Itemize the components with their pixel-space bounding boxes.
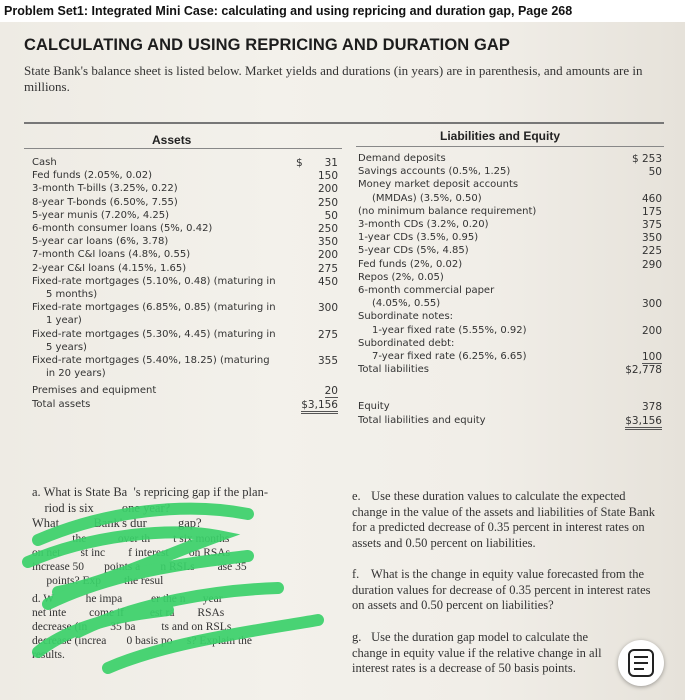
asset-item-label: Fixed-rate mortgages (5.40%, 18.25) (maturing	[32, 355, 270, 366]
asset-item-amount: 250	[317, 223, 338, 235]
liability-item-label: Fed funds (2%, 0.02)	[358, 258, 463, 270]
liability-item-label: Total liabilities	[358, 364, 429, 376]
question-g	[352, 630, 614, 677]
liability-item-label: Money market deposit accounts	[358, 179, 519, 191]
asset-item-amount: 450	[317, 276, 338, 288]
liability-item-label: Equity	[358, 401, 390, 413]
question-c: the over th t six months on net st inc f interest on RSAs increase 50 points a n RSLs ase 35 points? Exp the resul	[32, 533, 247, 587]
asset-item-label: Fixed-rate mortgages (5.30%, 4.45) (maturing in	[32, 328, 276, 340]
table-top-rule	[24, 122, 664, 124]
liability-item-label: Repos (2%, 0.05)	[358, 271, 444, 283]
asset-item-label: 5-year munis (7.20%, 4.25)	[32, 209, 170, 221]
problem-header: Problem Set1: Integrated Mini Case: calculating and using repricing and duration gap, Page 268	[4, 4, 573, 18]
assets-header: Assets	[152, 133, 192, 147]
asset-item-label: 6-month consumer loans (5%, 0.42)	[32, 223, 213, 234]
reader-mode-button[interactable]	[618, 640, 664, 686]
liability-item-amount: 175	[641, 205, 662, 218]
asset-item-label: Fed funds (2.05%, 0.02)	[32, 170, 153, 182]
liabilities-header-rule	[356, 146, 664, 147]
asset-item-label: 5 years)	[46, 341, 87, 353]
asset-item-amount: 355	[317, 355, 338, 368]
asset-item-label: 7-month C&I loans (4.8%, 0.55)	[32, 249, 191, 261]
scribble-stroke	[38, 610, 168, 652]
liability-item-amount: 375	[641, 219, 662, 231]
liability-item-label: Subordinated debt:	[358, 337, 455, 349]
question-d: d. W he impa er the n year net inte come if est ra RSAs decrease (in 35 ba ts and on RSLs decrease (increa 0 basis po s? Explain the results.	[32, 593, 253, 661]
asset-item-label: Cash	[32, 157, 57, 168]
liability-item-label: Total liabilities and equity	[358, 414, 486, 426]
asset-item-label: 5-year car loans (6%, 3.78)	[32, 236, 169, 248]
question-f-label: f.	[352, 567, 360, 581]
liability-item-label: 6-month commercial paper	[358, 285, 495, 296]
question-g-text: Use the duration gap model to calculate the change in equity value if the relative change in all interest rates is a decrease of 50 basis points.	[352, 630, 602, 675]
asset-item-label: 5 months)	[46, 289, 98, 300]
header-bar	[0, 0, 685, 22]
question-f	[352, 567, 662, 614]
question-b: What Bank's dur gap?	[32, 516, 202, 530]
liability-item-amount: 50	[648, 166, 662, 179]
asset-currency-symbol: $	[296, 157, 303, 169]
asset-item-amount: 150	[317, 170, 338, 183]
liability-item-label: 3-month CDs (3.2%, 0.20)	[358, 219, 489, 230]
liability-item-amount: 350	[641, 232, 662, 245]
asset-item-amount: 275	[317, 262, 338, 275]
liability-item-amount: $2,778	[625, 364, 662, 377]
liability-item-amount: 300	[641, 298, 662, 311]
assets-header-rule	[24, 148, 342, 149]
asset-item-amount: 200	[317, 249, 338, 262]
liability-item-amount: 100	[641, 351, 662, 363]
asset-item-label: 3-month T-bills (3.25%, 0.22)	[32, 183, 178, 195]
green-highlight-scribble	[18, 492, 358, 692]
scribble-stroke	[108, 620, 318, 668]
liability-item-amount: 460	[641, 192, 662, 205]
question-g-label: g.	[352, 630, 362, 644]
asset-item-label: Fixed-rate mortgages (5.10%, 0.48) (maturing in	[32, 275, 276, 287]
asset-item-label: 2-year C&I loans (4.15%, 1.65)	[32, 262, 187, 274]
liability-item-amount: 290	[641, 258, 662, 271]
liability-item-label: 5-year CDs (5%, 4.85)	[358, 245, 469, 257]
section-title: CALCULATING AND USING REPRICING AND DURATION GAP	[24, 36, 511, 54]
asset-item-amount: 200	[317, 183, 338, 196]
liability-item-amount: 200	[641, 324, 662, 337]
asset-item-label: Premises and equipment	[32, 385, 157, 397]
asset-item-amount: 50	[324, 209, 338, 222]
asset-item-label: Fixed-rate mortgages (6.85%, 0.85) (maturing in	[32, 302, 276, 314]
liability-item-amount: 378	[641, 401, 662, 414]
asset-item-label: 8-year T-bonds (6.50%, 7.55)	[32, 196, 178, 208]
reader-mode-icon	[618, 640, 664, 686]
liability-item-amount: $ 253	[631, 153, 662, 165]
asset-item-label: Total assets	[32, 398, 91, 410]
asset-item-amount: 350	[317, 236, 338, 249]
asset-item-label: in 20 years)	[46, 368, 106, 380]
liability-item-label: (4.05%, 0.55)	[372, 298, 441, 310]
section-intro: State Bank's balance sheet is listed below. Market yields and durations (in years) are in parenthesis, and amounts are in millions.	[24, 63, 643, 94]
liability-item-label: 1-year CDs (3.5%, 0.95)	[358, 232, 479, 244]
liability-item-label: 1-year fixed rate (5.55%, 0.92)	[372, 324, 527, 336]
liability-item-label: Demand deposits	[358, 153, 446, 164]
asset-item-label: 1 year)	[46, 315, 82, 327]
liability-item-amount: $3,156	[625, 415, 662, 430]
liability-item-label: Savings accounts (0.5%, 1.25)	[358, 166, 511, 178]
asset-item-amount: 300	[317, 302, 338, 315]
asset-item-amount: 20	[324, 385, 338, 398]
liability-item-label: 7-year fixed rate (6.25%, 6.65)	[372, 351, 527, 362]
question-e-label: e.	[352, 489, 361, 503]
asset-item-amount: 275	[317, 328, 338, 341]
asset-item-amount: 31	[324, 157, 338, 169]
asset-item-amount: $3,156	[301, 399, 338, 414]
liability-item-label: (no minimum balance requirement)	[358, 205, 537, 217]
liabilities-header: Liabilities and Equity	[440, 129, 561, 143]
liability-item-label: Subordinate notes:	[358, 311, 454, 323]
question-e-text: Use these duration values to calculate the expected change in the value of the assets and liabilities of State Bank for a predicted decrease of 0.35 percent in interest rates on assets and 0.50 percent on liabilities.	[352, 489, 656, 550]
liability-item-label: (MMDAs) (3.5%, 0.50)	[372, 192, 482, 204]
asset-item-amount: 250	[317, 196, 338, 209]
question-e	[352, 489, 662, 551]
question-a: a. What is State Ba 's repricing gap if the plan- riod is six one year?	[32, 485, 268, 515]
question-f-text: What is the change in equity value forecasted from the duration values for decrease of 0.35 percent in interest rates on assets and 0.50 percent on liabilities?	[352, 567, 651, 612]
liability-item-amount: 225	[641, 245, 662, 258]
